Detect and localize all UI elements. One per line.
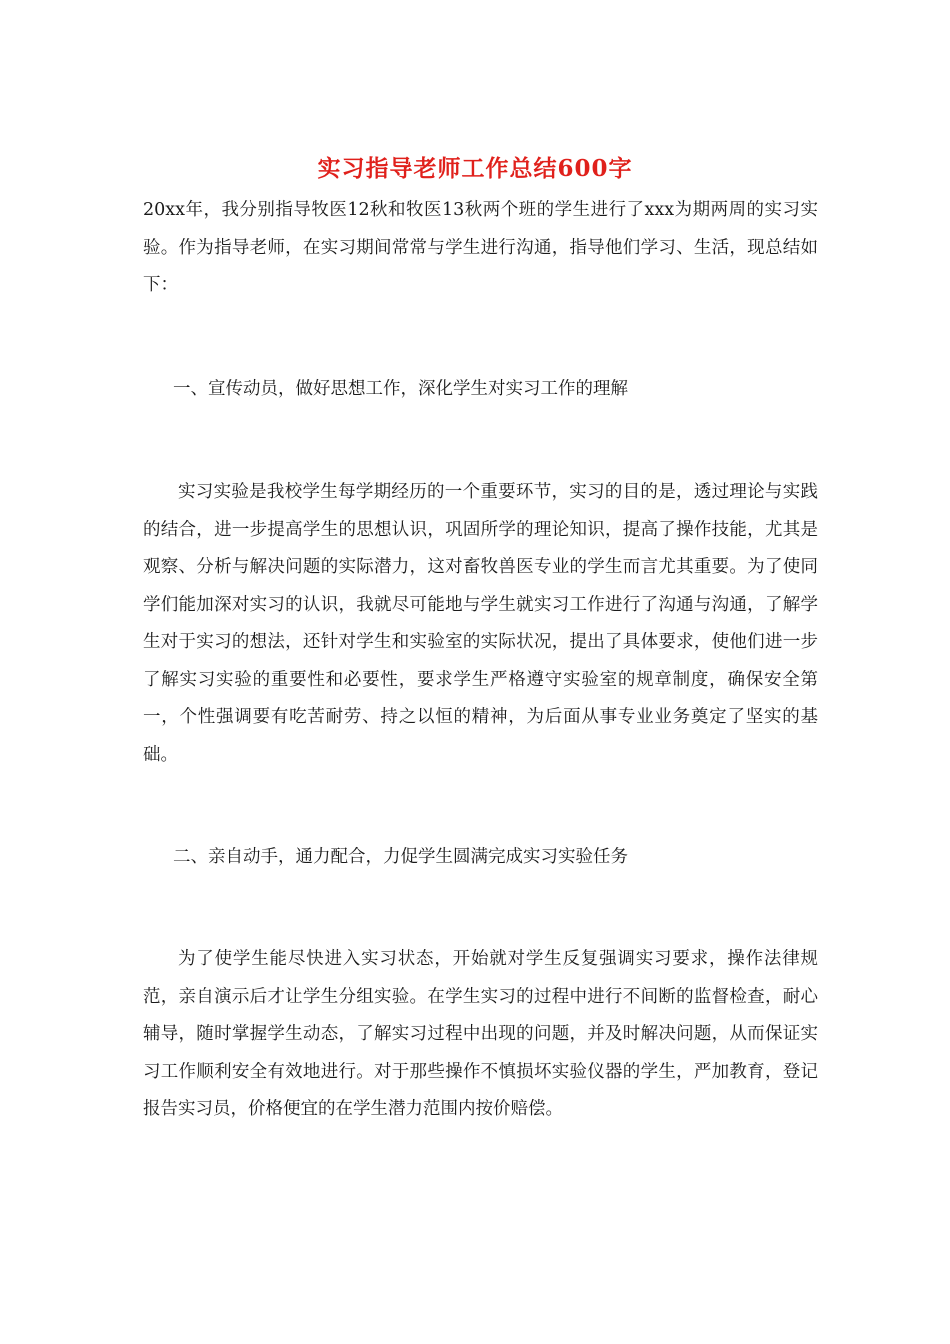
intro-paragraph: 20xx年，我分别指导牧医12秋和牧医13秋两个班的学生进行了xxx为期两周的实习实验。作为指导老师，在实习期间常常与学生进行沟通，指导他们学习、生活，现总结如下： [143,200,818,295]
section-2-body: 为了使学生能尽快进入实习状态，开始就对学生反复强调实习要求，操作法律规范，亲自演示后才让学生分组实验。在学生实习的过程中进行不间断的监督检查，耐心辅导，随时掌握学生动态，了解实习过程中出现的问题，并及时解决问题，从而保证实习工作顺利安全有效地进行。对于那些操作不慎损坏实验仪器的学生，严加教育，登记报告实习员，价格便宜的在学生潜力范围内按价赔偿。 [143,949,818,1119]
section-1-body: 实习实验是我校学生每学期经历的一个重要环节，实习的目的是，透过理论与实践的结合，进一步提高学生的思想认识，巩固所学的理论知识，提高了操作技能，尤其是观察、分析与解决问题的实际潜力，这对畜牧兽医专业的学生而言尤其重要。为了使同学们能加深对实习的认识，我就尽可能地与学生就实习工作进行了沟通与沟通，了解学生对于实习的想法，还针对学生和实验室的实际状况，提出了具体要求，使他们进一步了解实习实验的重要性和必要性，要求学生严格遵守实验室的规章制度，确保安全第一，个性强调要有吃苦耐劳、持之以恒的精神，为后面从事专业业务奠定了坚实的基础。 [143,482,818,765]
section-1-heading: 一、宣传动员，做好思想工作，深化学生对实习工作的理解 [173,379,628,399]
document-title: 实习指导老师工作总结600字 [317,155,633,182]
section-2-heading: 二、亲自动手，通力配合，力促学生圆满完成实习实验任务 [173,847,628,867]
